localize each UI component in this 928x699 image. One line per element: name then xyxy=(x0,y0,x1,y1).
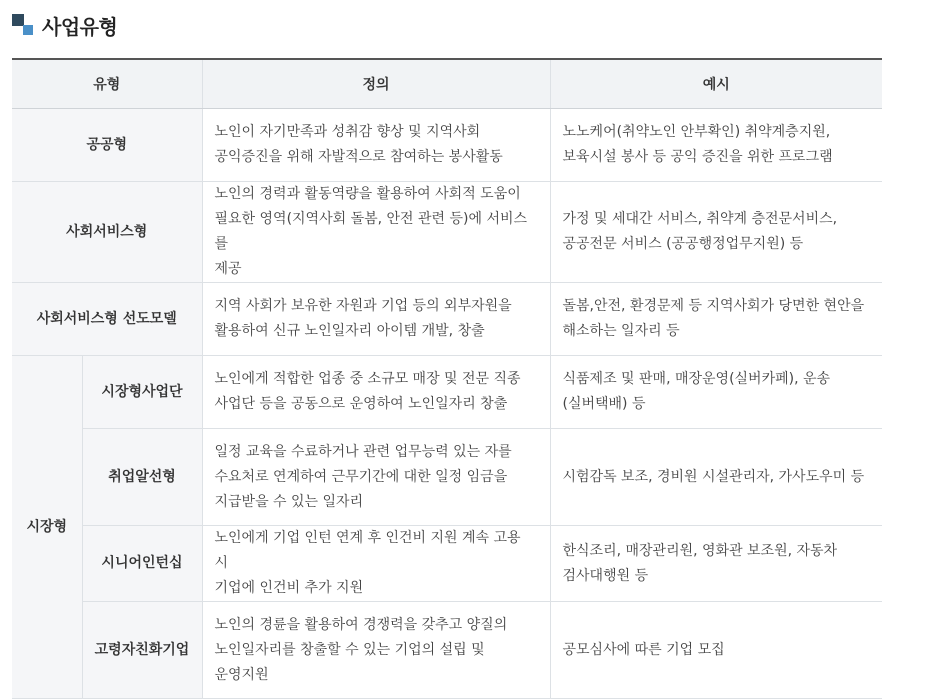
row-example xyxy=(550,429,882,526)
business-type-table xyxy=(12,58,882,699)
row-example xyxy=(550,526,882,602)
market-group-label: 시장형 xyxy=(12,356,82,699)
row-definition xyxy=(202,283,550,356)
row-definition xyxy=(202,526,550,602)
example-line: 공모심사에 따른 기업 모집 xyxy=(562,641,725,658)
row-example xyxy=(550,182,882,283)
row-example xyxy=(550,109,882,182)
row-type: 사회서비스형 선도모델 xyxy=(12,283,202,356)
example-line: 공공전문 서비스 (공공행정업무지원) 등 xyxy=(562,236,804,252)
definition-line: 수요처로 연계하여 근무기간에 대한 일정 임금을 xyxy=(214,468,508,485)
row-type: 고령자친화기업 xyxy=(82,602,202,699)
example-line: 시험감독 보조, 경비원 시설관리자, 가사도우미 등 xyxy=(562,468,865,485)
table-row xyxy=(12,526,882,602)
definition-line: 노인에게 기업 인턴 연계 후 인건비 지원 계속 고용 시 xyxy=(214,530,521,571)
row-definition xyxy=(202,602,550,699)
section-title: 사업유형 xyxy=(42,14,118,39)
definition-line: 기업에 인건비 추가 지원 xyxy=(214,580,364,596)
definition-line: 노인의 경륜을 활용하여 경쟁력을 갖추고 양질의 xyxy=(214,616,508,633)
row-type: 취업알선형 xyxy=(82,429,202,526)
table-row xyxy=(12,109,882,182)
example-line: 식품제조 및 판매, 매장운영(실버카페), 운송 xyxy=(562,371,831,387)
row-type: 시니어인턴십 xyxy=(82,526,202,602)
definition-line: 지급받을 수 있는 일자리 xyxy=(214,493,364,510)
row-type: 시장형사업단 xyxy=(82,356,202,429)
section-bullet-icon xyxy=(12,14,34,36)
definition-line: 노인에게 적합한 업종 중 소규모 매장 및 전문 직종 xyxy=(214,371,521,387)
definition-line: 활용하여 신규 노인일자리 아이템 개발, 창출 xyxy=(214,323,485,339)
row-definition xyxy=(202,429,550,526)
table-row xyxy=(12,429,882,526)
definition-line: 필요한 영역(지역사회 돌봄, 안전 관련 등)에 서비스를 xyxy=(214,211,528,252)
example-line: 해소하는 일자리 등 xyxy=(562,323,680,339)
example-line: 검사대행원 등 xyxy=(562,567,649,584)
header-type: 유형 xyxy=(12,59,202,109)
definition-line: 공익증진을 위해 자발적으로 참여하는 봉사활동 xyxy=(214,149,503,165)
definition-line: 노인일자리를 창출할 수 있는 기업의 설립 및 xyxy=(214,641,485,658)
row-definition xyxy=(202,109,550,182)
definition-line: 운영지원 xyxy=(214,666,269,683)
definition-line: 지역 사회가 보유한 자원과 기업 등의 외부자원을 xyxy=(214,298,512,314)
section-header xyxy=(12,10,117,40)
example-line: 보육시설 봉사 등 공익 증진을 위한 프로그램 xyxy=(562,149,833,165)
header-definition: 정의 xyxy=(202,59,550,109)
table-row xyxy=(12,182,882,283)
example-line: (실버택배) 등 xyxy=(562,396,646,412)
row-type: 공공형 xyxy=(12,109,202,182)
definition-line: 사업단 등을 공동으로 운영하여 노인일자리 창출 xyxy=(214,396,508,412)
header-example: 예시 xyxy=(550,59,882,109)
table-row xyxy=(12,602,882,699)
table-header-row xyxy=(12,59,882,109)
row-example xyxy=(550,283,882,356)
example-line: 노노케어(취약노인 안부확인) 취약계층지원, xyxy=(562,124,831,140)
row-definition xyxy=(202,182,550,283)
table-row xyxy=(12,356,882,429)
example-line: 돌봄,안전, 환경문제 등 지역사회가 당면한 현안을 xyxy=(562,298,865,314)
row-definition xyxy=(202,356,550,429)
definition-line: 노인의 경력과 활동역량을 활용하여 사회적 도움이 xyxy=(214,186,521,202)
definition-line: 노인이 자기만족과 성취감 향상 및 지역사회 xyxy=(214,124,481,140)
row-type: 사회서비스형 xyxy=(12,182,202,283)
row-example xyxy=(550,602,882,699)
example-line: 가정 및 세대간 서비스, 취약계 층전문서비스, xyxy=(562,211,838,227)
definition-line: 일정 교육을 수료하거나 관련 업무능력 있는 자를 xyxy=(214,443,512,460)
table-row xyxy=(12,283,882,356)
definition-line: 제공 xyxy=(214,261,242,277)
example-line: 한식조리, 매장관리원, 영화관 보조원, 자동차 xyxy=(562,542,838,559)
row-example xyxy=(550,356,882,429)
